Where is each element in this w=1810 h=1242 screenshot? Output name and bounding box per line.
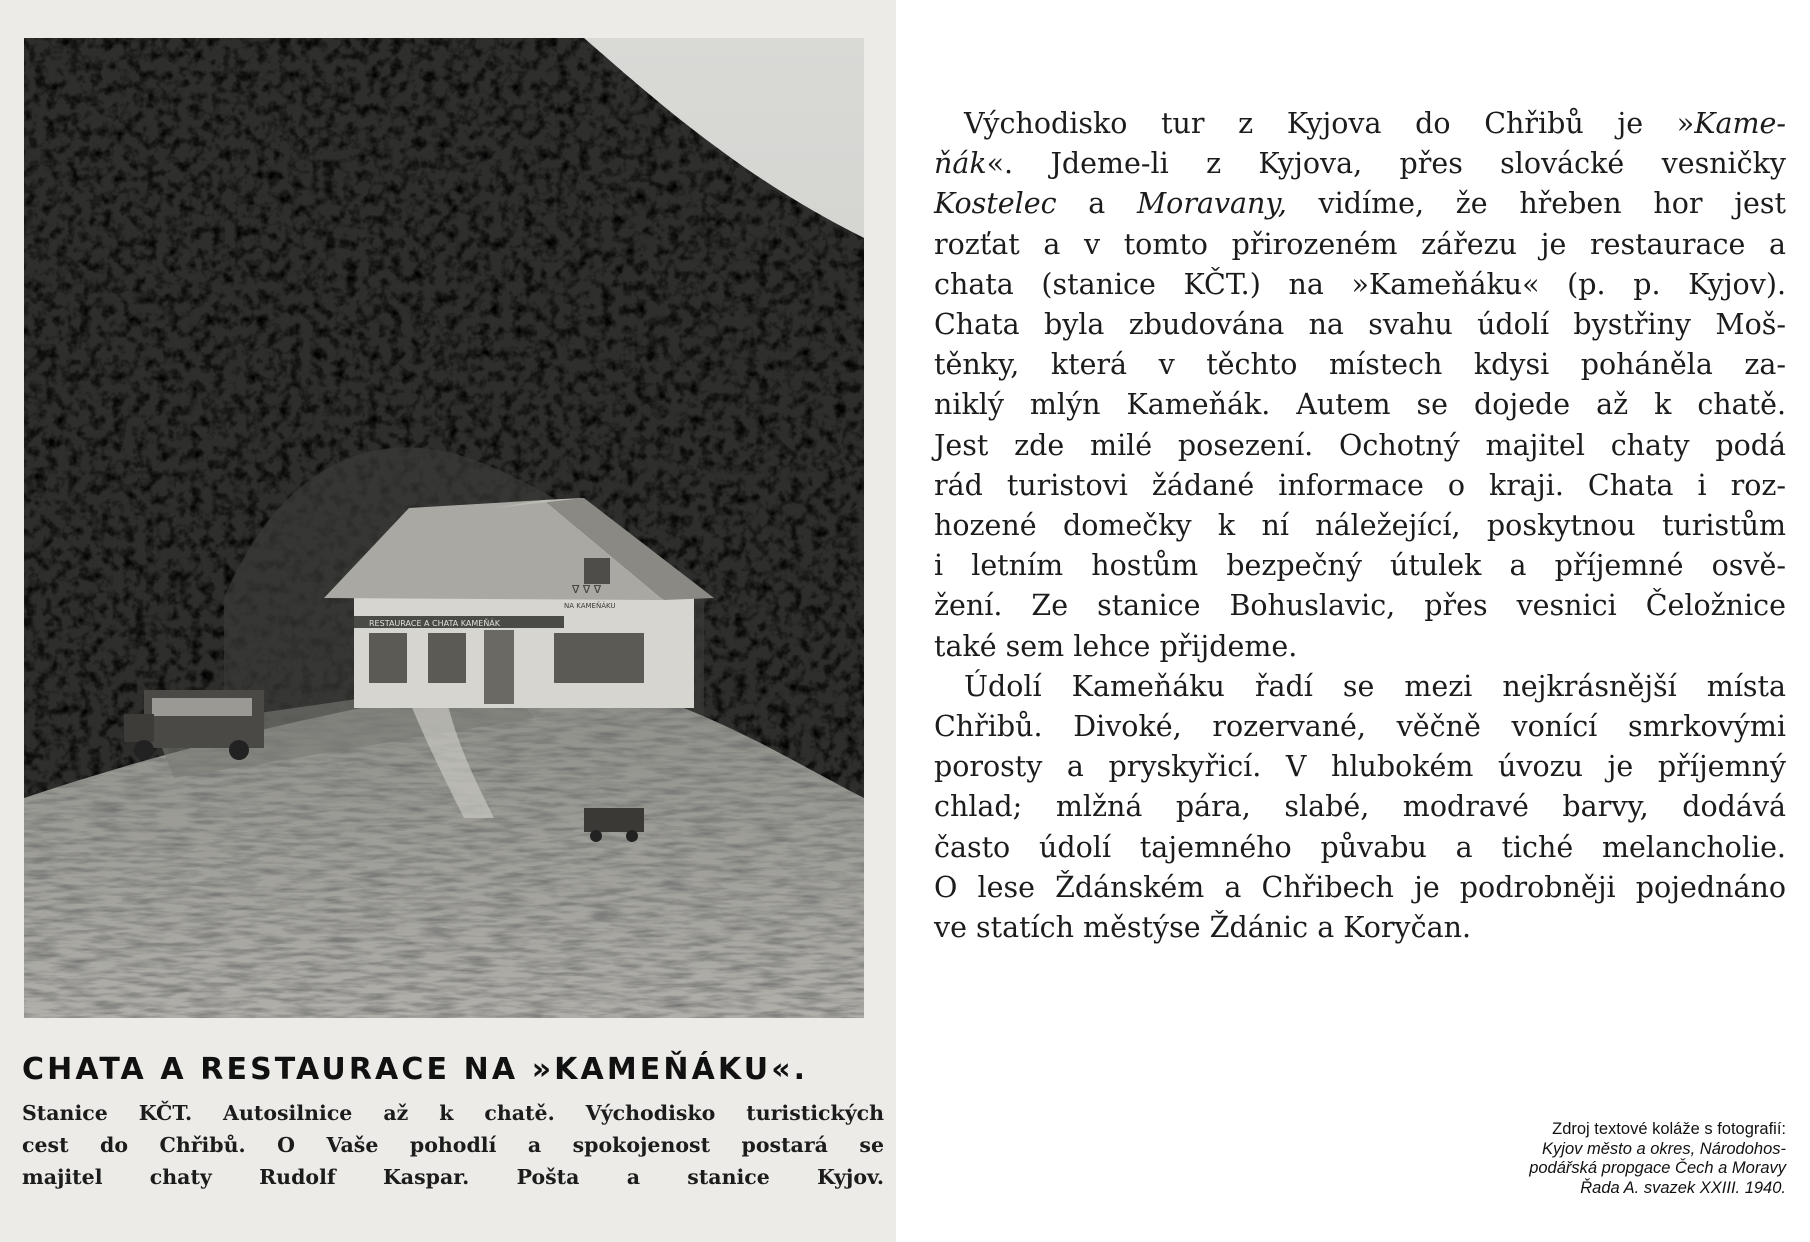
article-line: porosty a pryskyřicí. V hlubokém úvozu je příjemný (934, 750, 1786, 784)
caption-line-3: majitel chaty Rudolf Kaspar. Pošta a stanice Kyjov. (22, 1165, 884, 1189)
scanned-page (0, 0, 896, 1242)
source-label: Zdroj textové koláže s fotografií: (1552, 1120, 1786, 1138)
caption-title: CHATA A RESTAURACE NA »KAMEŇÁKU«. (22, 1052, 809, 1087)
article-line: Jest zde milé posezení. Ochotný majitel chaty podá (934, 428, 1786, 462)
article-line: rád turistovi žádané informace o kraji. Chata i roz- (934, 468, 1786, 502)
article-line: chlad; mlžná pára, slabé, modravé barvy, dodává (934, 790, 1786, 824)
photo-chata-kamenak (24, 38, 864, 1018)
source-note (1470, 1120, 1786, 1198)
article-line: žení. Ze stanice Bohuslavic, přes vesnici Čeložnice (934, 589, 1786, 623)
caption-line-1: Stanice KČT. Autosilnice až k chatě. Východisko turistických (22, 1101, 884, 1125)
article-line: niklý mlýn Kameňák. Autem se dojede až k chatě. (934, 388, 1786, 422)
article-line: Východisko tur z Kyjova do Chřibů je »Kame- (964, 107, 1786, 140)
article-line: Údolí Kameňáku řadí se mezi nejkrásnější místa (964, 669, 1786, 703)
source-title-line: podářská propgace Čech a Moravy (1529, 1159, 1786, 1177)
article-line: i letním hostům bezpečný útulek a příjemné osvě- (934, 549, 1786, 583)
roof-sign-name: NA KAMEŇÁKU (564, 602, 616, 610)
article-line: Chřibů. Divoké, rozervané, věčně vonící smrkovými (934, 710, 1786, 744)
article-line: těnky, která v těchto místech kdysi poháněla za- (934, 348, 1786, 382)
article-line: hozené domečky k ní náležející, poskytnou turistům (934, 509, 1786, 543)
article-line: chata (stanice KČT.) na »Kameňáku« (p. p. Kyjov). (934, 267, 1786, 301)
article-line: často údolí tajemného půvabu a tiché melancholie. (934, 830, 1786, 864)
article-line: také sem lehce přijdeme. (934, 629, 1298, 663)
facade-sign: RESTAURACE A CHATA KAMEŇÁK (369, 619, 501, 628)
article-line: Chata byla zbudována na svahu údolí bystřiny Moš- (934, 308, 1786, 342)
article-line: ňák«. Jdeme-li z Kyjova, přes slovácké vesničky (934, 147, 1786, 181)
photo-illustration (24, 38, 864, 1018)
caption-body (22, 1097, 884, 1193)
source-title-line: Kyjov město a okres, Národohos- (1542, 1139, 1786, 1158)
source-series: Řada A. svazek XXIII. 1940. (1580, 1178, 1786, 1197)
roof-sign-symbols: ∇ ∇ ∇ (572, 583, 602, 596)
article-line: rozťat a v tomto přirozeném zářezu je restaurace a (934, 227, 1786, 261)
article-line: Kostelec a Moravany, vidíme, že hřeben hor jest (934, 187, 1786, 221)
article-line: O lese Ždánském a Chřibech je podrobněji pojednáno (934, 870, 1786, 904)
article-text (934, 104, 1786, 948)
article-line: ve statích městýse Ždánic a Koryčan. (934, 911, 1472, 945)
caption-line-2: cest do Chřibů. O Vaše pohodlí a spokojenost postará se (22, 1133, 884, 1157)
